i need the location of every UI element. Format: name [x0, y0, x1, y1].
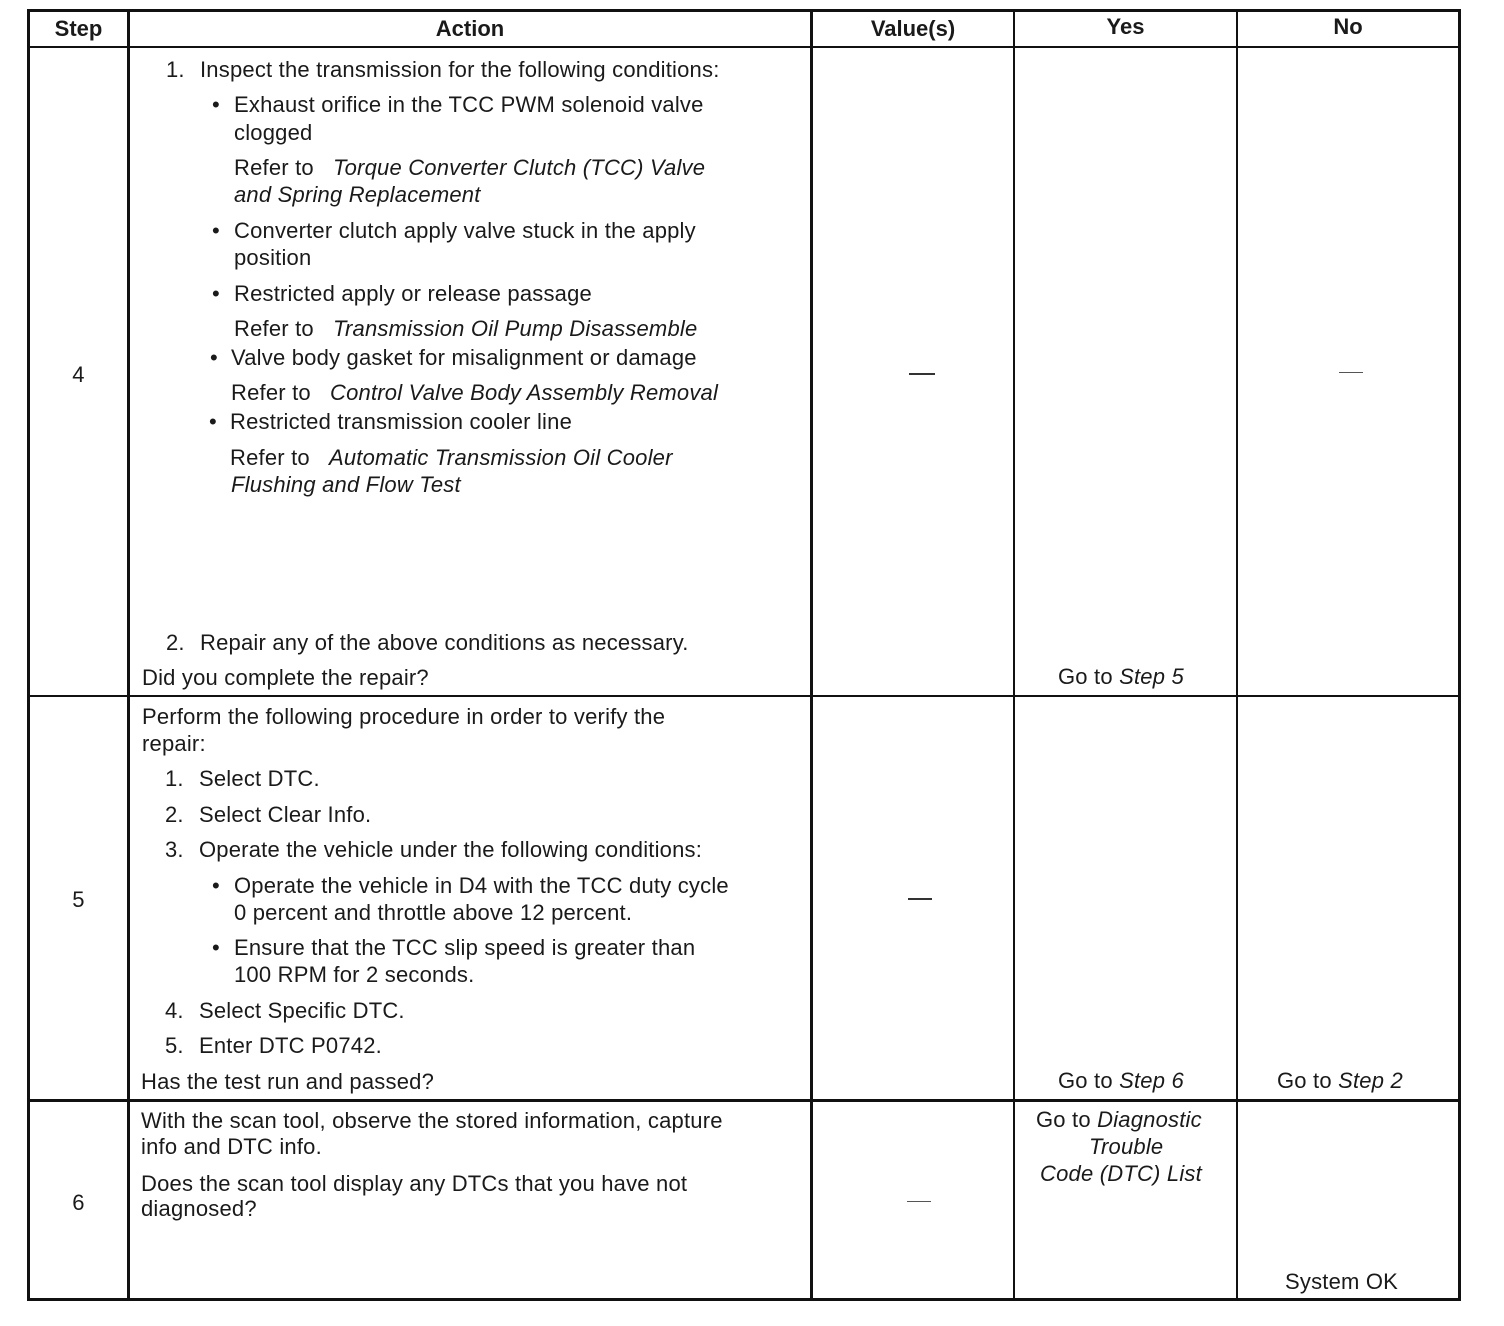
list-item: Select DTC.	[199, 766, 320, 791]
bullet-icon: •	[212, 218, 220, 243]
bullet-item: Restricted apply or release passage	[234, 281, 592, 306]
row-divider-5-6	[27, 1099, 1461, 1102]
bullet-item: Ensure that the TCC slip speed is greater than	[234, 935, 696, 960]
refer-prefix: Refer to	[234, 316, 314, 341]
refer-link-cont[interactable]: Flushing and Flow Test	[231, 472, 461, 497]
refer-link[interactable]: Torque Converter Clutch (TCC) Valve	[333, 155, 706, 180]
header-yes: Yes	[1106, 14, 1145, 39]
list-item: Inspect the transmission for the following conditions:	[200, 57, 720, 82]
bullet-item-cont: position	[234, 245, 312, 270]
yes-cell	[1036, 1106, 1202, 1134]
list-item: Select Clear Info.	[199, 802, 372, 827]
bullet-item: Converter clutch apply valve stuck in the apply	[234, 218, 696, 243]
header-action: Action	[435, 16, 505, 41]
list-number: 1.	[166, 57, 185, 82]
col-divider-action	[810, 9, 813, 1301]
refer-link[interactable]: Control Valve Body Assembly Removal	[330, 380, 719, 405]
no-result: System OK	[1285, 1269, 1399, 1294]
col-divider-step	[127, 9, 130, 1301]
yes-prefix: Go to	[1058, 1068, 1120, 1093]
yes-step-link[interactable]: Step 6	[1119, 1068, 1184, 1093]
value-dash	[909, 373, 935, 375]
yes-cell	[1058, 663, 1184, 691]
yes-link-cont[interactable]: Trouble	[1089, 1134, 1164, 1159]
row-intro: Perform the following procedure in order to verify the	[142, 704, 666, 729]
list-item: Select Specific DTC.	[199, 998, 405, 1023]
no-dash	[1339, 372, 1363, 373]
header-divider	[29, 46, 1461, 48]
refer-link-cont[interactable]: and Spring Replacement	[234, 182, 481, 207]
row-text: With the scan tool, observe the stored information, capture	[141, 1108, 723, 1133]
yes-prefix: Go to	[1058, 664, 1120, 689]
table-border-right	[1458, 9, 1461, 1301]
list-number: 3.	[165, 837, 184, 862]
bullet-icon: •	[212, 281, 220, 306]
table-border-top	[29, 9, 1461, 12]
refer-prefix: Refer to	[230, 445, 310, 470]
refer-prefix: Refer to	[234, 155, 314, 180]
refer-link[interactable]: Transmission Oil Pump Disassemble	[333, 316, 698, 341]
header-step: Step	[54, 16, 103, 41]
header-values: Value(s)	[870, 16, 956, 41]
header-no: No	[1333, 14, 1363, 39]
bullet-item: Valve body gasket for misalignment or damage	[231, 345, 697, 370]
bullet-icon: •	[212, 92, 220, 117]
yes-link[interactable]: Diagnostic	[1097, 1107, 1202, 1132]
bullet-item: Exhaust orifice in the TCC PWM solenoid valve	[234, 92, 704, 117]
value-dash	[908, 898, 932, 900]
bullet-item-cont: 0 percent and throttle above 12 percent.	[234, 900, 633, 925]
yes-cell	[1058, 1067, 1184, 1095]
col-divider-values	[1013, 9, 1015, 1301]
bullet-icon: •	[212, 873, 220, 898]
refer-link[interactable]: Automatic Transmission Oil Cooler	[329, 445, 673, 470]
list-item: Enter DTC P0742.	[199, 1033, 382, 1058]
row-question: Did you complete the repair?	[142, 665, 429, 690]
bullet-item: Operate the vehicle in D4 with the TCC duty cycle	[234, 873, 729, 898]
value-dash	[907, 1201, 931, 1202]
bullet-icon: •	[210, 345, 218, 370]
col-divider-yes	[1236, 9, 1238, 1301]
yes-link-cont[interactable]: Code (DTC) List	[1040, 1161, 1202, 1186]
list-number: 1.	[165, 766, 184, 791]
refer-prefix: Refer to	[231, 380, 311, 405]
list-number: 4.	[165, 998, 184, 1023]
no-step-link[interactable]: Step 2	[1338, 1068, 1403, 1093]
row-text-cont: info and DTC info.	[141, 1134, 322, 1159]
bullet-icon: •	[212, 935, 220, 960]
bullet-item-cont: clogged	[234, 120, 313, 145]
table-border-left	[27, 9, 30, 1301]
step-number: 6	[72, 1190, 85, 1215]
yes-prefix: Go to	[1036, 1107, 1098, 1132]
table-border-bottom	[27, 1298, 1461, 1301]
no-cell	[1277, 1067, 1403, 1095]
step-number: 4	[72, 362, 85, 387]
list-number: 2.	[165, 802, 184, 827]
list-number: 5.	[165, 1033, 184, 1058]
no-prefix: Go to	[1277, 1068, 1339, 1093]
list-number: 2.	[166, 630, 185, 655]
bullet-item-cont: 100 RPM for 2 seconds.	[234, 962, 475, 987]
bullet-icon: •	[209, 409, 217, 434]
step-number: 5	[72, 887, 85, 912]
list-item: Repair any of the above conditions as necessary.	[200, 630, 689, 655]
yes-step-link[interactable]: Step 5	[1119, 664, 1184, 689]
bullet-item: Restricted transmission cooler line	[230, 409, 573, 434]
row-intro-cont: repair:	[142, 731, 206, 756]
row-divider-4-5	[29, 695, 1461, 697]
row-question: Has the test run and passed?	[141, 1069, 435, 1094]
row-question-cont: diagnosed?	[141, 1196, 257, 1221]
list-item: Operate the vehicle under the following conditions:	[199, 837, 703, 862]
row-question: Does the scan tool display any DTCs that you have not	[141, 1171, 688, 1196]
